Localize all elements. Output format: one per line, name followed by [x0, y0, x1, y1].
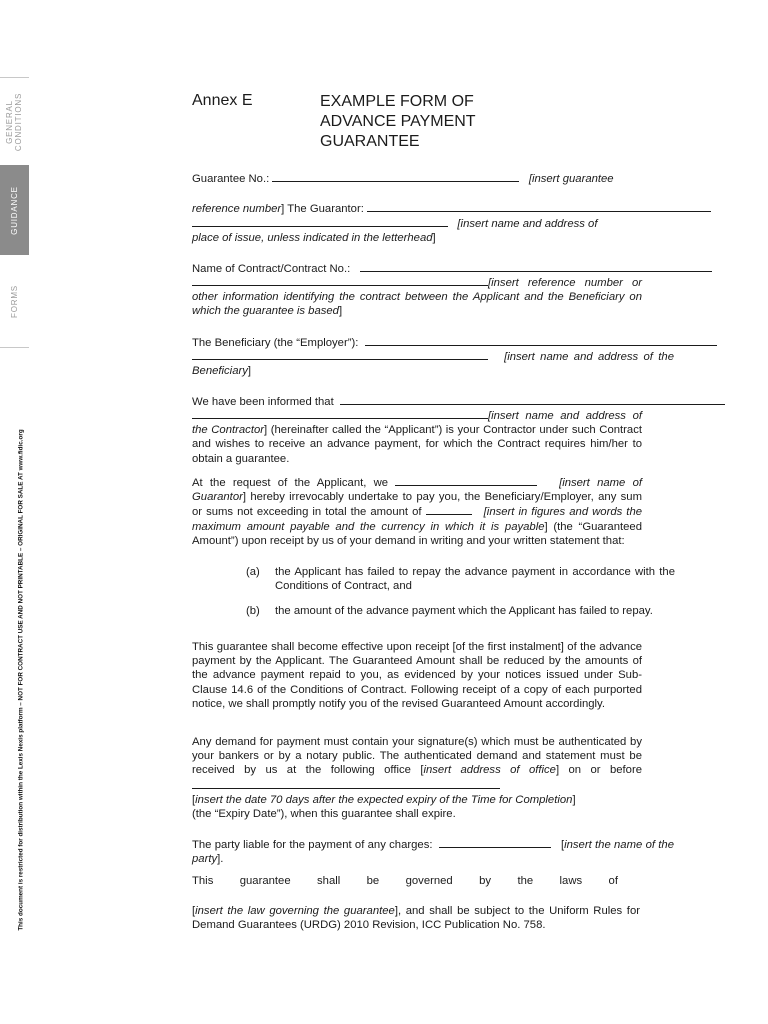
form-title-line-1: EXAMPLE FORM OF — [320, 93, 474, 110]
tab-general-conditions[interactable] — [0, 77, 29, 166]
governed-word: guarantee — [239, 875, 291, 887]
contractor-field[interactable] — [340, 394, 725, 405]
governed-word: the — [517, 875, 534, 887]
form-title — [320, 92, 476, 152]
informed-label: We have been informed that — [192, 396, 334, 408]
beneficiary-instruction: [insert name and address of the Beneficiary — [192, 351, 674, 378]
contract-label-row — [192, 261, 734, 276]
informed-text: ] (hereinafter called the “Applicant”) is your Contractor under such Contract and wishes to receive an advance payment, for which the Contract requires him/her to obtain a guarantee. — [192, 424, 642, 465]
contract-name-field[interactable] — [360, 261, 712, 272]
bracket-open: [ — [560, 839, 565, 851]
bracket-close: ]. — [217, 853, 224, 866]
tab-forms[interactable] — [0, 255, 29, 348]
charges-paragraph — [192, 837, 674, 866]
list-item-text: the amount of the advance payment which the Applicant has failed to repay. — [275, 605, 653, 617]
form-title-line-2: ADVANCE PAYMENT — [320, 113, 476, 130]
bracket-open: [ — [192, 905, 196, 917]
governed-word: laws — [559, 875, 583, 887]
contract-label: Name of Contract/Contract No.: — [192, 263, 351, 275]
governed-word: governed — [405, 875, 453, 887]
request-text-2: ] hereby irrevocably undertake to pay you, the Beneficiary/Employer, any sum or sums not exceeding in total the amount of — [192, 491, 642, 519]
tab-forms-label: FORMS — [10, 284, 20, 318]
guarantor-label: ] The Guarantor: — [281, 203, 364, 215]
place-of-issue-instruction: place of issue, unless indicated in the letterhead — [192, 232, 433, 245]
charges-label: The party liable for the payment of any charges: — [192, 839, 433, 851]
request-paragraph — [192, 475, 642, 548]
informed-label-row — [192, 394, 734, 409]
guarantee-number-label: Guarantee No.: — [192, 173, 270, 185]
beneficiary-label-row — [192, 335, 734, 350]
governed-word: of — [608, 875, 618, 887]
watermark-text: This document is restricted for distribution within the Lexis Nexis platform – NOT FOR CONTRACT USE AND NOT PRINTABLE – ORIGINAL FOR SALE AT www.fidic.org — [17, 429, 25, 931]
bracket-close: ] — [247, 365, 252, 378]
guarantor-address-instruction: [insert name and address of — [457, 218, 598, 230]
tab-general-conditions-label: GENERAL CONDITIONS — [5, 92, 24, 152]
contract-number-field[interactable] — [192, 275, 488, 286]
demand-text-1: Any demand for payment must contain your signature(s) which must be authenticated by your bankers or by a notary public. The authenticated demand and statement must be received by us at the following office [ — [192, 736, 642, 777]
guarantor-address-field[interactable] — [192, 216, 448, 227]
guarantor-field[interactable] — [367, 201, 711, 212]
governed-word: by — [479, 875, 492, 887]
effective-paragraph: This guarantee shall become effective upon receipt [of the first instalment] of the advance payment by the Applicant. The Guaranteed Amount shall be reduced by the amounts of the advance payment repaid to you, as evidenced by your notices issued under Sub-Clause 14.6 of the Conditions of Contract. Following receipt of a copy of each purported notice, we shall promptly notify you of the revised Guaranteed Amount accordingly. — [192, 641, 642, 710]
charges-party-field[interactable] — [439, 837, 551, 848]
contract-paragraph — [192, 275, 642, 319]
annex-label: Annex E — [192, 92, 253, 109]
demand-text-2: ] on or before — [555, 764, 642, 777]
expiry-date-instruction: insert the date 70 days after the expected expiry of the Time for Completion — [195, 793, 573, 806]
beneficiary-label: The Beneficiary (the “Employer”): — [192, 337, 359, 349]
demand-text-5: (the “Expiry Date”), when this guarantee shall expire. — [192, 808, 456, 821]
demand-text-4: ] — [572, 793, 576, 806]
contractor-instruction: [insert name and address of the Contractor — [192, 410, 642, 437]
law-paragraph — [192, 904, 640, 932]
list-item-text: the Applicant has failed to repay the advance payment in accordance with the Conditions of Contract, and — [275, 566, 675, 593]
guarantor-name-field[interactable] — [395, 475, 537, 486]
amount-field[interactable] — [426, 504, 472, 515]
beneficiary-address-field[interactable] — [192, 349, 488, 360]
tab-guidance-label: GUIDANCE — [10, 185, 20, 235]
demand-text-3: [ — [192, 793, 196, 806]
request-text-3: ] (the “Guaranteed Amount”) upon receipt by us of your demand in writing and your written statement that: — [192, 520, 642, 547]
tab-guidance[interactable] — [0, 165, 29, 255]
expiry-date-field[interactable] — [192, 778, 500, 789]
law-instruction: insert the law governing the guarantee — [195, 905, 395, 917]
guarantee-number-paragraph — [192, 171, 642, 186]
office-instruction: insert address of office — [423, 764, 556, 777]
beneficiary-field[interactable] — [365, 335, 717, 346]
form-title-line-3: GUARANTEE — [320, 133, 420, 150]
governed-word: be — [366, 875, 380, 887]
law-text: ], and shall be subject to the Uniform Rules for Demand Guarantees (URDG) 2010 Revision, ICC Publication No. 758. — [192, 905, 640, 932]
guarantee-number-instruction: [insert guarantee — [528, 173, 614, 185]
contractor-address-field[interactable] — [192, 408, 488, 419]
informed-paragraph — [192, 408, 642, 466]
governing-law-row — [192, 875, 618, 887]
bracket-close: ] — [338, 305, 343, 318]
governed-word: This — [192, 875, 214, 887]
governed-word: shall — [317, 875, 341, 887]
list-item-label: (b) — [246, 605, 260, 617]
demand-paragraph — [192, 735, 642, 821]
charges-instruction: insert the name of the party — [192, 839, 674, 866]
guarantor-paragraph — [192, 201, 734, 216]
contract-instruction: [insert reference number or other information identifying the contract between the Applicant and the Beneficiary on which the guarantee is based — [192, 277, 642, 318]
request-text-1: At the request of the Applicant, we — [192, 477, 389, 489]
guarantee-number-field[interactable] — [272, 171, 519, 182]
reference-number-instruction: reference number — [192, 203, 282, 215]
amount-instruction: [insert in figures and words the maximum amount payable and the currency in which it is payable — [192, 506, 643, 533]
list-item-label: (a) — [246, 566, 260, 578]
guarantor-address-paragraph — [192, 216, 642, 245]
bracket-close: ] — [432, 232, 436, 245]
guarantor-name-instruction: [insert name of Guarantor — [192, 477, 642, 504]
beneficiary-paragraph — [192, 349, 674, 378]
